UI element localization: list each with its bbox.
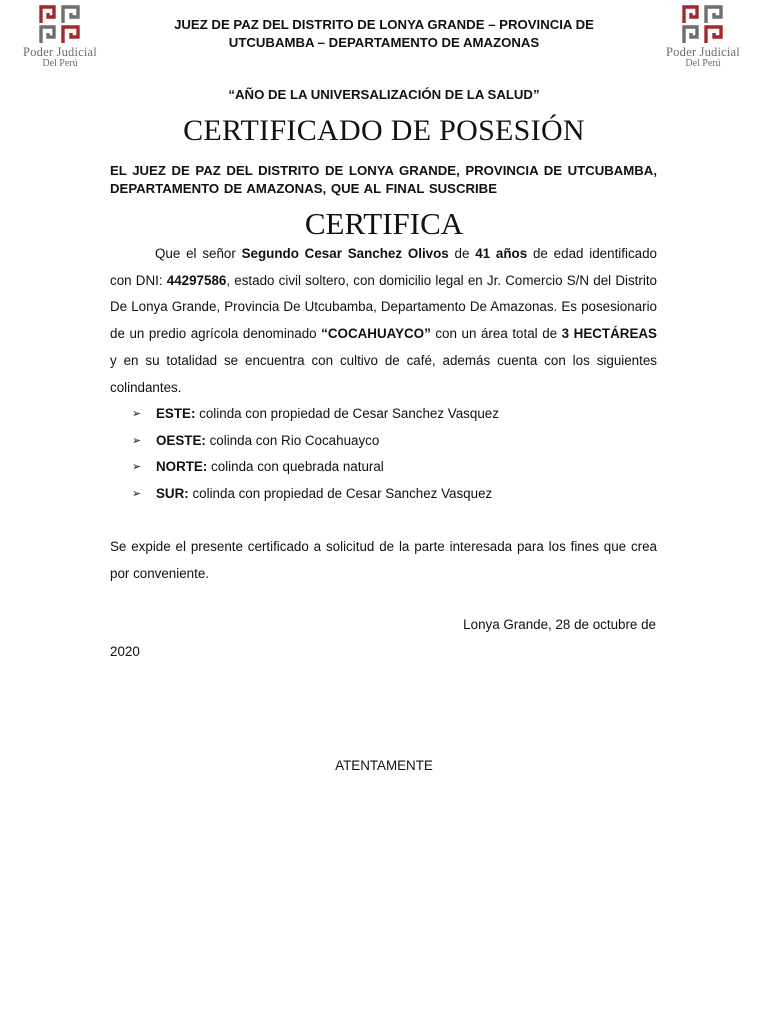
owner-dni: 44297586 [166,272,227,288]
logo-title: Poder Judicial [23,45,97,59]
body-text-1: Que el señor [155,246,242,261]
body-text-5: con un área total de [430,326,562,342]
certifica-heading: CERTIFICA [304,206,464,241]
colindantes-list [110,401,657,508]
certificate-body [110,241,657,401]
colindante-text: colinda con propiedad de Cesar Sanchez Vasquez [195,406,499,421]
arrowhead-bullet-icon: ➢ [132,408,142,420]
date-year: 2020 [110,644,140,659]
body-paragraph [110,241,657,401]
logo-subtitle: Del Perú [42,58,78,70]
logo-subtitle: Del Perú [685,58,721,70]
expide-paragraph: Se expide el presente certificado a solicitud de la parte interesada para los fines que crea por conveniente. [110,539,657,581]
poder-judicial-emblem-icon [681,4,725,46]
colindante-text: colinda con Rio Cocahuayco [205,432,380,448]
header-line-1: JUEZ DE PAZ DEL DISTRITO DE LONYA GRANDE – PROVINCIA DE [174,17,594,32]
list-item [110,428,657,455]
date-place: Lonya Grande, 28 de octubre de [463,617,656,632]
list-item [110,481,657,508]
year-motto: “AÑO DE LA UNIVERSALIZACIÓN DE LA SALUD” [228,87,540,102]
colindante-label: SUR: [156,486,189,502]
colindante-label: OESTE: [156,432,206,448]
body-text-4: , estado civil soltero, con domicilio legal en Jr. Comercio S/N del Distrito De Lonya Grande, Provincia De Utcubamba, Departamento De Amazonas. Es posesionario de un predio agrícola denominado [110,272,657,342]
list-item [110,454,657,481]
logo-title: Poder Judicial [666,45,740,59]
document-header [130,16,638,52]
arrowhead-bullet-icon: ➢ [132,461,142,474]
arrowhead-bullet-icon: ➢ [132,434,142,447]
header-line-2: UTCUBAMBA – DEPARTAMENTO DE AMAZONAS [228,35,540,50]
document-title: CERTIFICADO DE POSESIÓN [183,114,585,147]
body-text-2: de [448,246,476,261]
closing-text: ATENTAMENTE [335,758,433,773]
arrowhead-bullet-icon: ➢ [132,488,142,501]
predio-name: “COCAHUAYCO” [321,326,431,342]
intro-paragraph: EL JUEZ DE PAZ DEL DISTRITO DE LONYA GRANDE, PROVINCIA DE UTCUBAMBA, DEPARTAMENTO DE AMAZONAS, QUE AL FINAL SUSCRIBE [110,163,657,196]
owner-age: 41 años [475,246,528,261]
predio-area: 3 HECTÁREAS [561,326,657,342]
colindante-label: ESTE: [156,406,196,421]
body-text-6: y en su totalidad se encuentra con cultivo de café, además cuenta con los siguientes colindantes. [110,352,657,395]
colindante-label: NORTE: [156,459,208,475]
poder-judicial-logo-right [653,4,753,70]
colindante-text: colinda con propiedad de Cesar Sanchez Vasquez [188,486,493,502]
body-text-3: de edad identificado con DNI: [110,246,657,288]
poder-judicial-emblem-icon [38,4,82,46]
colindante-text: colinda con quebrada natural [207,459,384,475]
list-item [110,401,657,428]
poder-judicial-logo-left [10,4,110,70]
owner-name: Segundo Cesar Sanchez Olivos [241,246,449,261]
